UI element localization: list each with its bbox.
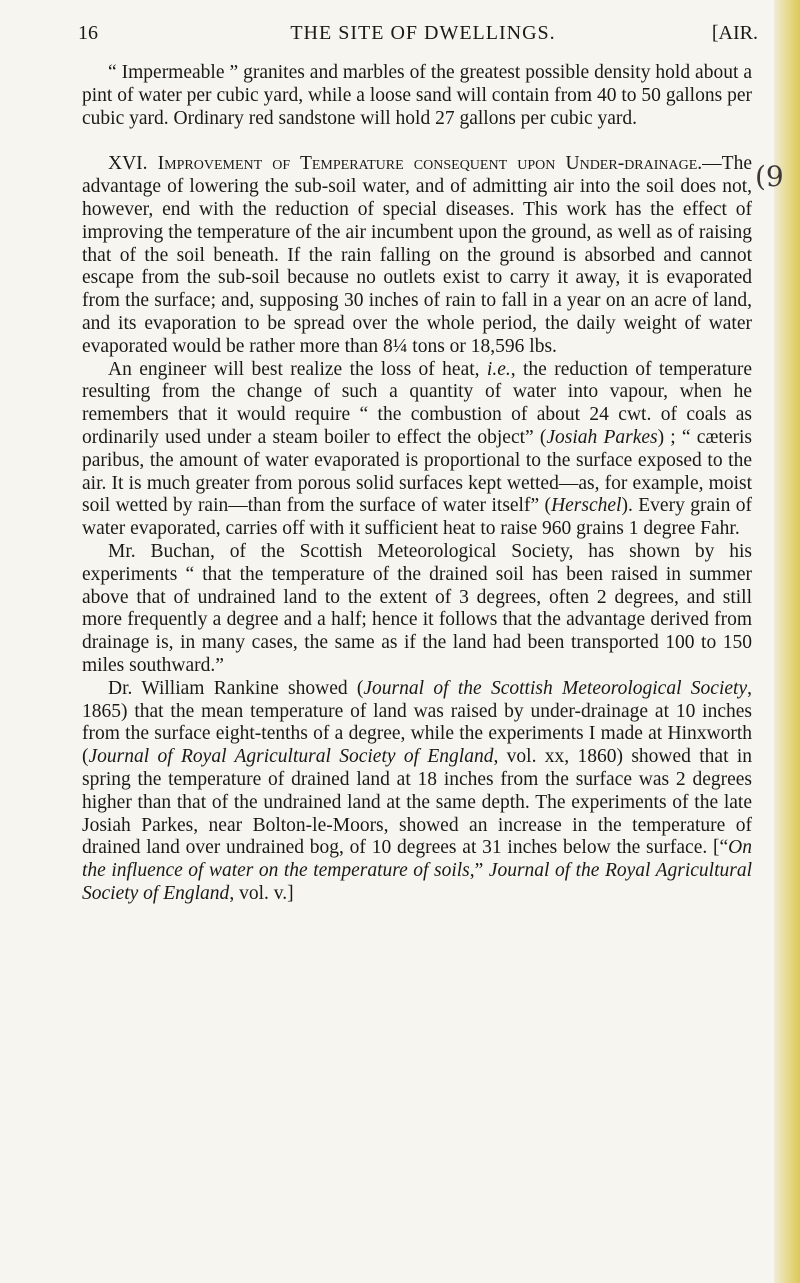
paragraph-buchan	[82, 541, 752, 678]
paragraph-text: —The advantage of lowering the sub-soil water, and of admitting air into the soil does not, however, end with the reduction of special diseases. This work has the effect of improving the temperature of the air incumbent upon the ground, as well as of raising that of the soil beneath. If the rain falling on the ground is absorbed and cannot escape from the sub-soil because no outlets exist to carry it away, it is evaporated from the surface; and, supposing 30 inches of rain to fall in a year on an acre of land, and its evaporation to be spread over the whole period, the daily weight of water evaporated would be rather more than 8¼ tons or 18,596 lbs.	[82, 153, 752, 357]
paragraph-section-xvi	[82, 153, 752, 358]
text-run: , 1865) that the mean temperature of land was raised by under-drainage at 10 inches from the surface eight-tenths of a degree, while the experiments I made at Hinxworth (	[82, 677, 752, 768]
citation: Journal of the Scottish Meteorological Society	[363, 677, 748, 699]
text-run: , vol. xx, 1860) showed that in spring the temperature of drained land at 18 inches from the surface was 2 degrees higher than that of the undrained land at the same depth. The experiments of the late Josiah Parkes, near Bolton-le-Moors, showed an increase in the temperature of drained land over undrained bog, of 10 degrees at 31 inches below the surface. [“	[82, 746, 752, 859]
paragraph-permeability	[82, 62, 752, 130]
citation: Journal of the Royal Agricultural Society of England	[82, 860, 753, 904]
running-title: THE SITE OF DWELLINGS.	[290, 22, 556, 44]
text-run: Dr. William Rankine showed (	[108, 677, 364, 699]
paragraph-text: “ Impermeable ” granites and marbles of the greatest possible density hold about a pint of water per cubic yard, while a loose sand will contain from 40 to 50 gallons per cubic yard. Ordinary red sandstone will hold 27 gallons per cubic yard.	[82, 62, 752, 129]
body-text	[82, 62, 752, 906]
text-run: An engineer will best realize the loss of heat,	[108, 358, 487, 380]
paragraph-rankine	[82, 678, 752, 906]
text-run: ). Every grain of water evaporated, carries off with it sufficient heat to raise 960 grains 1 degree Fahr.	[82, 495, 752, 540]
citation: On the influence of water on the temperature of soils	[82, 837, 752, 882]
citation: Journal of Royal Agricultural Society of England	[88, 746, 494, 768]
citation: Josiah Parkes	[546, 426, 658, 448]
page-number: 16	[78, 22, 98, 44]
running-header	[78, 22, 768, 52]
paragraph-engineer	[82, 359, 752, 541]
text-run: ,”	[469, 860, 489, 882]
text-run: , vol. v.]	[229, 882, 294, 904]
section-tag: [AIR.	[711, 22, 758, 44]
margin-annotation: (9	[755, 160, 784, 193]
text-run: ) ; “ cæteris paribus, the amount of water evaporated is proportional to the surface exposed to the air. It is much greater from porous solid surfaces kept wetted—as, for example, moist soil wetted by rain—than from the surface of water itself” (	[82, 426, 752, 517]
italic-abbrev: i.e.	[486, 358, 511, 380]
paragraph-text: Mr. Buchan, of the Scottish Meteorological Society, has shown by his experiments “ that the temperature of the drained soil has been raised in summer above that of undrained land to the extent of 3 degrees, often 2 degrees, and still more frequently a degree and a half; hence it follows that the advantage derived from drainage is, in many cases, the same as if the land had been transported 100 to 150 miles southward.”	[82, 540, 752, 676]
section-heading: XVI. Improvement of Temperature consequent upon Under-drainage.	[108, 153, 703, 175]
citation: Herschel	[551, 495, 622, 517]
text-run: , the reduction of temperature resulting from the change of such a quantity of water into vapour, when he remembers that it would require “ the combustion of about 24 cwt. of coals as ordinarily used under a steam boiler to effect the object” (	[82, 358, 752, 448]
